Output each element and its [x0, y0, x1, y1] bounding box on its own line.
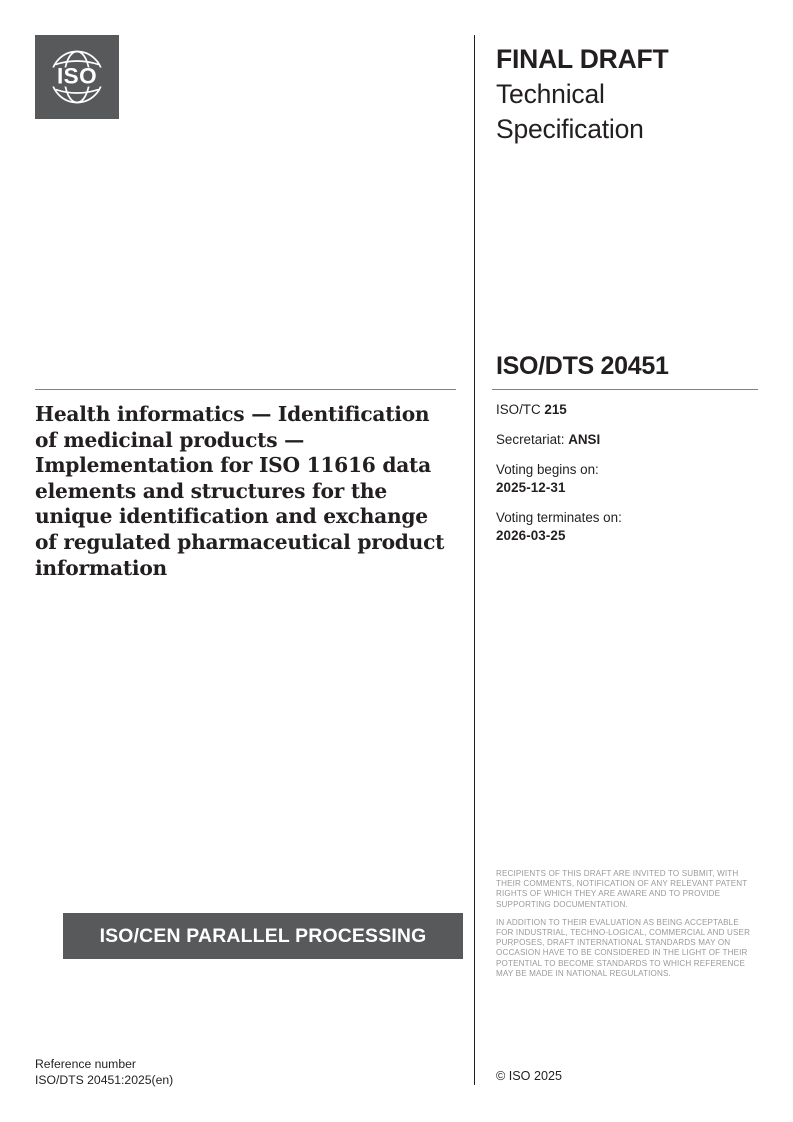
committee-label: ISO/TC: [496, 402, 541, 417]
secretariat-label: Secretariat:: [496, 432, 565, 447]
voting-begins-row: [496, 461, 761, 497]
iso-logo: [35, 35, 119, 119]
reference-number-value: ISO/DTS 20451:2025(en): [35, 1072, 174, 1087]
reference-number-label: Reference number: [35, 1057, 136, 1071]
copyright-notice: © ISO 2025: [496, 1069, 562, 1083]
parallel-processing-banner: [63, 913, 463, 959]
page-title: Health informatics — Identification of medicinal products — Implementation for ISO 11616 data elements and structures for the unique identification and exchange of regulated pharmaceutical product information: [35, 402, 445, 580]
committee-value: 215: [544, 402, 567, 417]
voting-begins-label: Voting begins on:: [496, 462, 599, 477]
secretariat-row: [496, 431, 761, 449]
column-divider: [474, 35, 475, 1085]
voting-begins-value: 2025-12-31: [496, 480, 566, 495]
legal-paragraph-2: IN ADDITION TO THEIR EVALUATION AS BEING ACCEPTABLE FOR INDUSTRIAL, TECHNO-LOGICAL, COMMERCIAL AND USER PURPOSES, DRAFT INTERNATIONAL STANDARDS MAY ON OCCASION HAVE TO BE CONSIDERED IN THE LIGHT OF THEIR POTENTIAL TO BECOME STANDARDS TO WHICH REFERENCE MAY BE MADE IN NATIONAL REGULATIONS.: [496, 917, 751, 978]
legal-paragraph-1: RECIPIENTS OF THIS DRAFT ARE INVITED TO SUBMIT, WITH THEIR COMMENTS, NOTIFICATION OF ANY RELEVANT PATENT RIGHTS OF WHICH THEY ARE AWARE AND TO PROVIDE SUPPORTING DOCUMENTATION.: [496, 869, 748, 909]
voting-terminates-label: Voting terminates on:: [496, 510, 622, 525]
document-number: ISO/DTS 20451: [496, 352, 669, 380]
title-rule-left: [35, 389, 456, 390]
document-type-heading: [496, 42, 766, 147]
voting-terminates-row: [496, 509, 761, 545]
doc-type-line-3: Specification: [496, 114, 644, 144]
doc-type-line-2: Technical: [496, 79, 605, 109]
title-rule-right: [492, 389, 758, 390]
voting-terminates-value: 2026-03-25: [496, 528, 566, 543]
legal-notice: [496, 869, 754, 979]
document-metadata: [496, 401, 761, 545]
secretariat-value: ANSI: [568, 432, 601, 447]
svg-text:ISO: ISO: [57, 63, 97, 89]
doc-type-line-1: FINAL DRAFT: [496, 44, 669, 74]
parallel-processing-label: ISO/CEN PARALLEL PROCESSING: [99, 924, 427, 947]
reference-number-block: [35, 1057, 173, 1088]
committee-row: [496, 401, 761, 419]
